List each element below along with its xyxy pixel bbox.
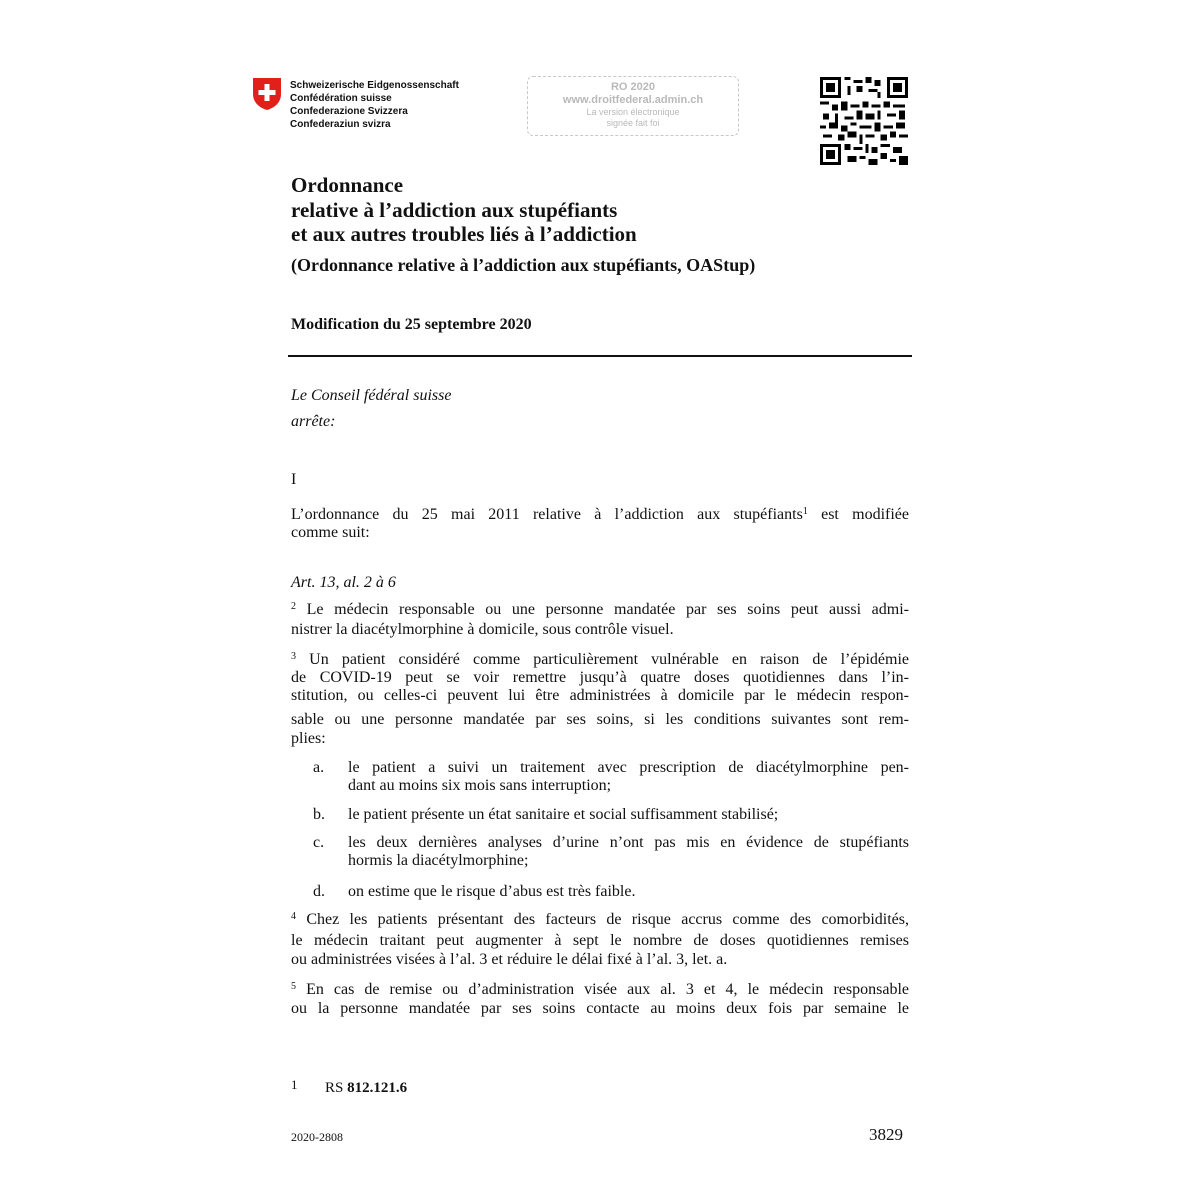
swiss-crest-icon (252, 77, 282, 111)
list-text: les deux dernières analyses d’urine n’ont pas mis en évidence de stupéfiants (348, 834, 909, 851)
confederation-line: Confédération suisse (290, 93, 392, 104)
qr-code-icon (820, 77, 908, 165)
confederation-line: Schweizerische Eidgenossenschaft (290, 80, 459, 91)
paragraph-text: Chez les patients présentant des facteurs de risque accrus comme des comorbidités, (296, 911, 909, 928)
title-line: relative à l’addiction aux stupéfiants (291, 197, 618, 222)
short-title: (Ordonnance relative à l’addiction aux stupéfiants, OAStup) (291, 255, 756, 275)
footnote-reference[interactable]: 812.121.6 (347, 1080, 408, 1096)
confederation-line: Confederazione Svizzera (290, 106, 408, 117)
paragraph-line: ou administrées visées à l’al. 3 et réduire le délai fixé à l’al. 3, let. a. (291, 951, 728, 968)
list-letter: b. (313, 806, 325, 823)
stamp-url[interactable]: www.droitfederal.admin.ch (562, 94, 704, 106)
title-line: et aux autres troubles liés à l’addiction (291, 222, 637, 246)
footnote-number: 1 (291, 1077, 298, 1092)
stamp-note-2: signée fait foi (606, 118, 660, 128)
footnote-ref[interactable]: 1 (802, 506, 808, 517)
paragraph-text: Le médecin responsable ou une personne mandatée par ses soins peut aussi admi- (296, 601, 909, 618)
page-number: 3829 (869, 1125, 903, 1144)
intro-line: comme suit: (291, 524, 370, 541)
footnote-prefix: RS (325, 1080, 348, 1096)
list-letter: d. (313, 883, 325, 900)
section-number: I (291, 471, 297, 488)
paragraph-line: plies: (291, 730, 326, 747)
list-text: hormis la diacétylmorphine; (348, 852, 529, 869)
list-text: le patient a suivi un traitement avec prescription de diacétylmorphine pen- (348, 759, 909, 776)
paragraph-number: 4 (291, 911, 296, 922)
paragraph-line: nistrer la diacétylmorphine à domicile, sous contrôle visuel. (291, 621, 674, 638)
intro-text-end: est modifiée (807, 506, 910, 523)
paragraph-line (291, 981, 909, 999)
modification-date: Modification du 25 septembre 2020 (291, 316, 532, 333)
document-id: 2020-2808 (291, 1130, 343, 1144)
list-text: le patient présente un état sanitaire et social suffisamment stabilisé; (348, 806, 779, 823)
paragraph-line (291, 911, 909, 929)
intro-line (291, 506, 909, 524)
paragraph-text: En cas de remise ou d’administration visée aux al. 3 et 4, le médecin responsable (296, 981, 909, 998)
paragraph-number: 5 (291, 981, 296, 992)
list-text: dant au moins six mois sans interruption; (348, 777, 612, 794)
list-letter: c. (313, 834, 325, 851)
paragraph-line: ou la personne mandatée par ses soins contacte au moins deux fois par semaine le (291, 1000, 909, 1017)
paragraph-number: 2 (291, 601, 296, 612)
list-text: on estime que le risque d’abus est très faible. (348, 883, 636, 900)
article-heading: Art. 13, al. 2 à 6 (291, 574, 396, 591)
title-line: Ordonnance (291, 173, 404, 197)
enacting-authority: Le Conseil fédéral suisse (291, 387, 452, 404)
paragraph-number: 3 (291, 651, 296, 662)
intro-text: L’ordonnance du 25 mai 2011 relative à l’addiction aux stupéfiants (291, 506, 803, 523)
list-letter: a. (313, 759, 325, 776)
confederation-line: Confederaziun svizra (290, 119, 391, 130)
enacting-verb: arrête: (291, 413, 336, 430)
confederation-names (290, 79, 459, 131)
stamp-ro: RO 2020 (610, 81, 656, 93)
paragraph-text: Un patient considéré comme particulièrement vulnérable en raison de l’épidémie (296, 651, 909, 668)
paragraph-line (291, 601, 909, 619)
stamp-note-1: La version électronique (586, 107, 680, 117)
footnote-text (325, 1080, 407, 1097)
paragraph-line: sable ou une personne mandatée par ses soins, si les conditions suivantes sont rem- (291, 711, 909, 728)
divider (288, 355, 912, 357)
page-title (291, 173, 637, 247)
publication-stamp (527, 76, 739, 136)
paragraph-line: de COVID-19 peut se voir remettre jusqu’à quatre doses quotidiennes dans l’in- (291, 669, 909, 686)
paragraph-line: stitution, ou celles-ci peuvent lui être administrées à domicile par le médecin respon- (291, 687, 909, 704)
paragraph-line: le médecin traitant peut augmenter à sept le nombre de doses quotidiennes remises (291, 932, 909, 949)
paragraph-line (291, 651, 909, 669)
